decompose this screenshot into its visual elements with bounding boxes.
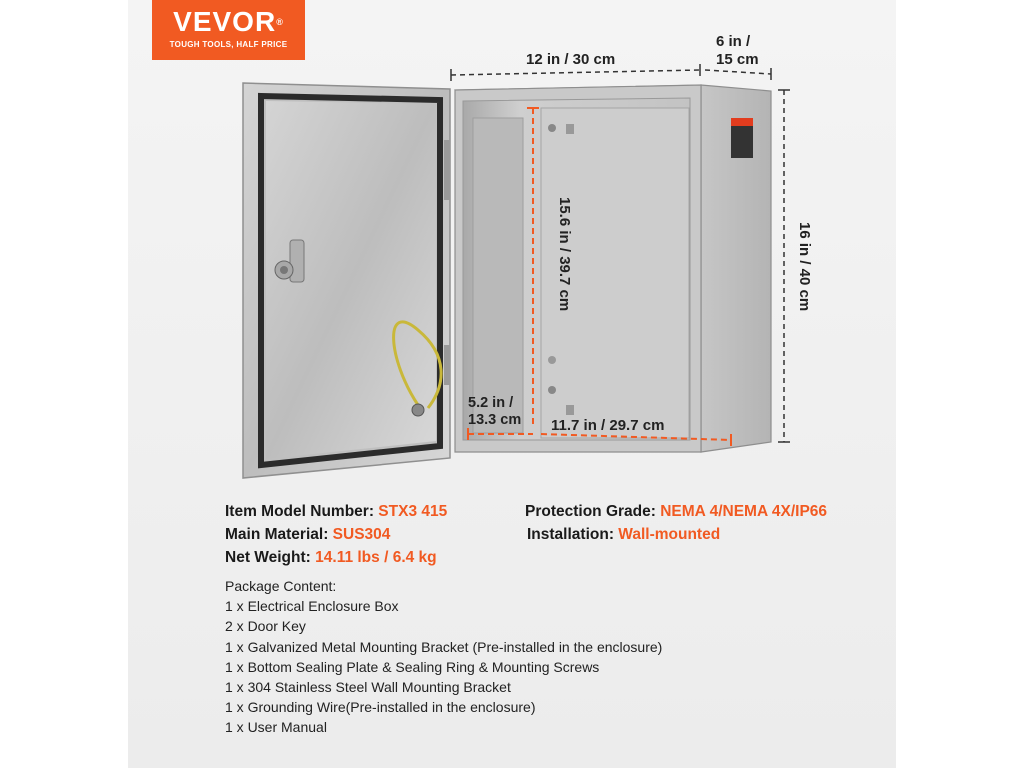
spec-model: Item Model Number: STX3 415 [225, 503, 448, 520]
hinge-icon [444, 140, 450, 200]
spec-material: Main Material: SUS304 [225, 526, 391, 543]
spec-protection-grade: Protection Grade: NEMA 4/NEMA 4X/IP66 [525, 503, 828, 520]
inner-depth-dimension: 5.2 in / 13.3 cm [468, 395, 522, 428]
package-content [225, 576, 662, 738]
door [243, 83, 450, 478]
package-item: 1 x Galvanized Metal Mounting Bracket (Pre-installed in the enclosure) [225, 638, 663, 655]
inner-height-dimension: 15.6 in / 39.7 cm [556, 197, 573, 312]
package-item: 1 x Electrical Enclosure Box [225, 598, 399, 615]
spec-weight: Net Weight: 14.11 lbs / 6.4 kg [225, 549, 437, 566]
package-item: 2 x Door Key [225, 618, 306, 635]
inner-width-dimension: 11.7 in / 29.7 cm [551, 417, 665, 434]
package-item: 1 x Grounding Wire(Pre-installed in the enclosure) [225, 699, 536, 716]
depth-dimension: 6 in / 15 cm [716, 33, 759, 68]
height-dimension: 16 in / 40 cm [796, 222, 813, 312]
package-item: 1 x 304 Stainless Steel Wall Mounting Bracket [225, 679, 511, 696]
package-item: 1 x Bottom Sealing Plate & Sealing Ring & Mounting Screws [225, 658, 600, 675]
package-title: Package Content: [225, 578, 337, 594]
package-item: 1 x User Manual [225, 719, 327, 736]
product-panel [128, 0, 896, 768]
spec-installation: Installation: Wall-mounted [527, 526, 721, 543]
vevor-logo: VEVOR® TOUGH TOOLS, HALF PRICE [152, 0, 305, 60]
hinge-icon [444, 345, 450, 385]
width-dimension: 12 in / 30 cm [526, 51, 616, 68]
